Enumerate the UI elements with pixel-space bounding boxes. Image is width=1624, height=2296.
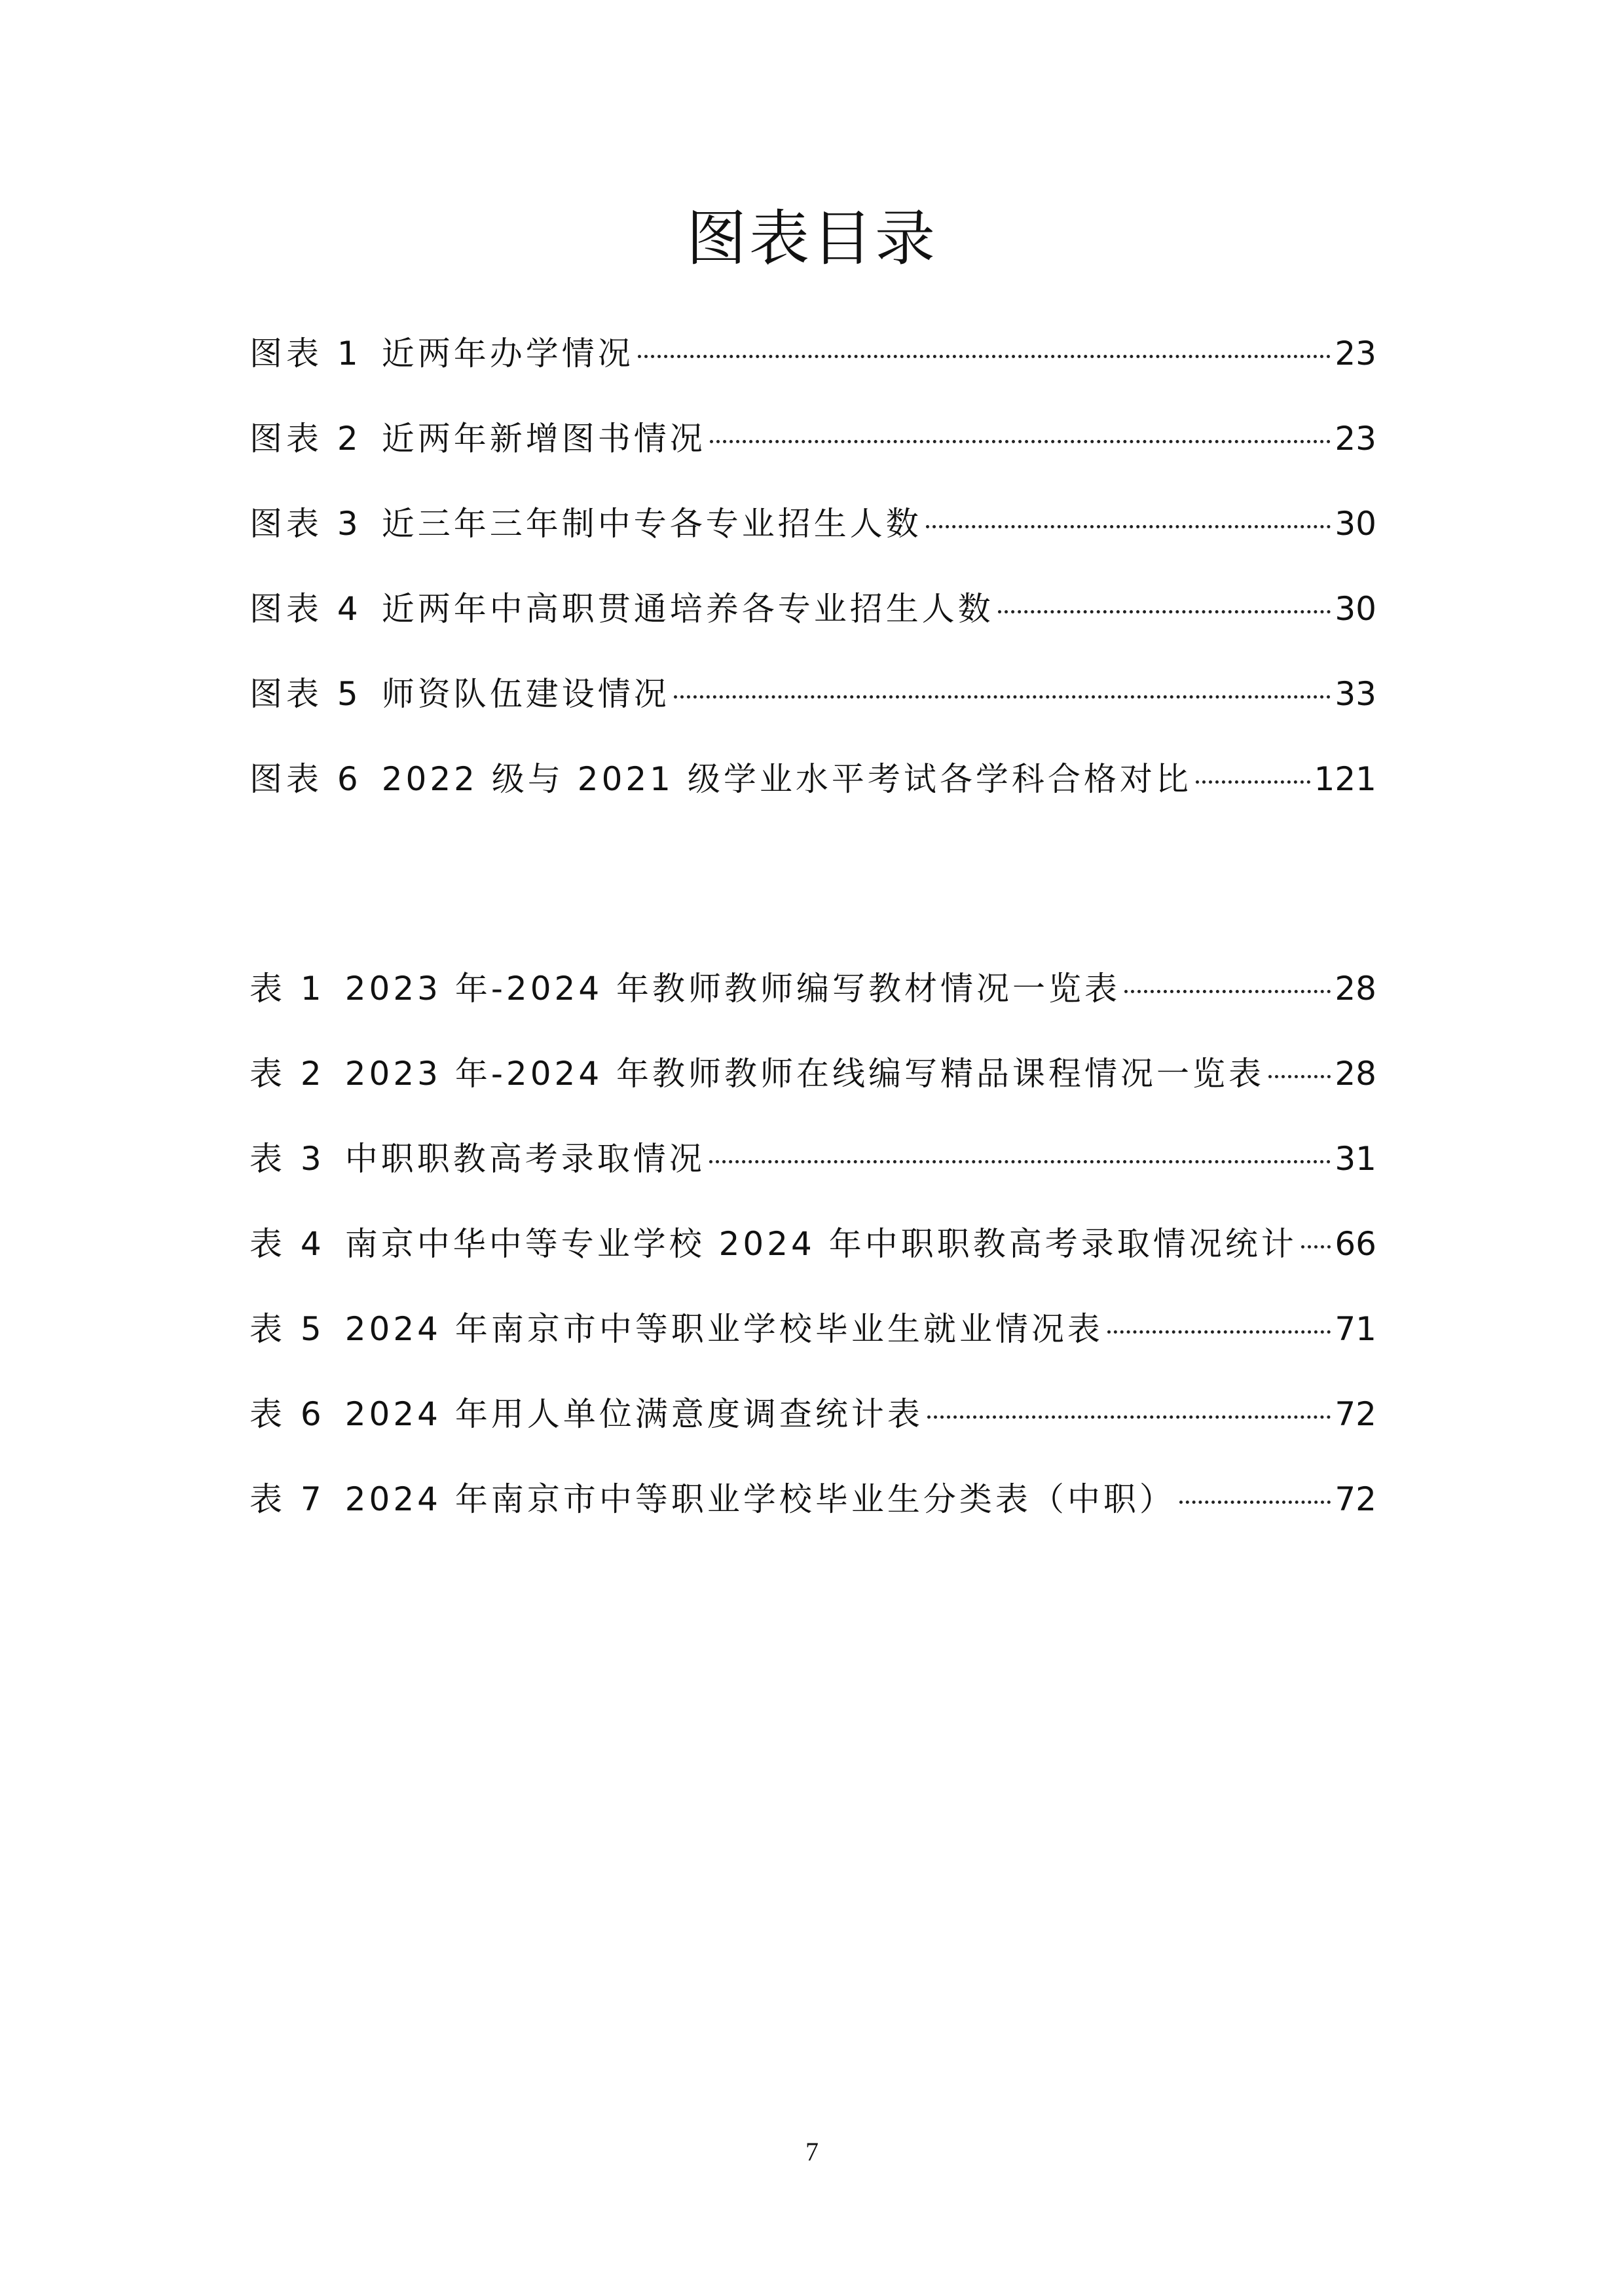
entry-title: 2024 年南京市中等职业学校毕业生分类表（中职）	[344, 1480, 1175, 1518]
entry-title: 中职职教高考录取情况	[344, 1140, 705, 1178]
entry-title: 2022 级与 2021 级学业水平考试各学科合格对比	[381, 760, 1192, 798]
entry-page-number: 31	[1335, 1140, 1376, 1178]
dot-leader	[1179, 1501, 1331, 1504]
toc-entry-table[interactable]	[249, 1303, 1376, 1355]
entry-page-number: 28	[1335, 1055, 1376, 1093]
toc-entry-figure[interactable]	[249, 668, 1376, 720]
entry-title: 近两年中高职贯通培养各专业招生人数	[381, 590, 994, 628]
entry-page-number: 71	[1335, 1310, 1376, 1348]
dot-leader	[674, 695, 1331, 699]
entry-page-number: 30	[1335, 505, 1376, 543]
entry-title: 近两年新增图书情况	[381, 420, 706, 458]
dot-leader	[1301, 1245, 1331, 1248]
toc-entry-figure[interactable]	[249, 327, 1376, 380]
entry-page-number: 28	[1335, 970, 1376, 1008]
dot-leader	[710, 440, 1331, 443]
entry-page-number: 121	[1314, 760, 1376, 798]
toc-entry-table[interactable]	[249, 1133, 1376, 1185]
entry-page-number: 33	[1335, 675, 1376, 713]
entry-label: 表 2	[249, 1055, 325, 1093]
entry-title: 2023 年-2024 年教师教师在线编写精品课程情况一览表	[344, 1055, 1265, 1093]
toc-entry-table[interactable]	[249, 1388, 1376, 1440]
toc-entry-figure[interactable]	[249, 412, 1376, 465]
dot-leader	[709, 1160, 1331, 1163]
toc-entry-figure[interactable]	[249, 753, 1376, 805]
entry-page-number: 23	[1335, 420, 1376, 458]
entry-title: 近三年三年制中专各专业招生人数	[381, 505, 922, 543]
entry-label: 表 7	[249, 1480, 325, 1518]
dot-leader	[926, 525, 1331, 528]
toc-entry-figure[interactable]	[249, 498, 1376, 550]
dot-leader	[1268, 1075, 1331, 1078]
dot-leader	[1124, 990, 1331, 993]
entry-title: 2024 年用人单位满意度调查统计表	[344, 1395, 923, 1433]
entry-label: 表 3	[249, 1140, 325, 1178]
entry-label: 图表 3	[249, 505, 362, 543]
entry-page-number: 30	[1335, 590, 1376, 628]
entry-label: 图表 5	[249, 675, 362, 713]
entry-page-number: 23	[1335, 335, 1376, 373]
entry-label: 表 1	[249, 970, 325, 1008]
entry-page-number: 72	[1335, 1480, 1376, 1518]
entry-label: 图表 4	[249, 590, 362, 628]
entry-label: 表 5	[249, 1310, 325, 1348]
dot-leader	[1107, 1330, 1331, 1334]
entry-page-number: 72	[1335, 1395, 1376, 1433]
entry-label: 图表 6	[249, 760, 362, 798]
dot-leader	[1196, 780, 1310, 784]
dot-leader	[998, 610, 1331, 613]
entry-title: 南京中华中等专业学校 2024 年中职职教高考录取情况统计	[344, 1225, 1297, 1263]
entry-title: 2024 年南京市中等职业学校毕业生就业情况表	[344, 1310, 1103, 1348]
entry-page-number: 66	[1335, 1225, 1376, 1263]
toc-entry-table[interactable]	[249, 962, 1376, 1015]
toc-entry-table[interactable]	[249, 1473, 1376, 1525]
entry-title: 近两年办学情况	[381, 335, 634, 373]
toc-entry-figure[interactable]	[249, 583, 1376, 635]
dot-leader	[927, 1415, 1331, 1419]
page-title: 图表目录	[686, 204, 938, 274]
entry-label: 图表 1	[249, 335, 362, 373]
entry-title: 2023 年-2024 年教师教师编写教材情况一览表	[344, 970, 1121, 1008]
page-number: 7	[805, 2137, 819, 2166]
entry-title: 师资队伍建设情况	[381, 675, 670, 713]
entry-label: 图表 2	[249, 420, 362, 458]
toc-entry-table[interactable]	[249, 1048, 1376, 1100]
toc-entry-table[interactable]	[249, 1218, 1376, 1270]
entry-label: 表 6	[249, 1395, 325, 1433]
entry-label: 表 4	[249, 1225, 325, 1263]
dot-leader	[638, 355, 1331, 358]
